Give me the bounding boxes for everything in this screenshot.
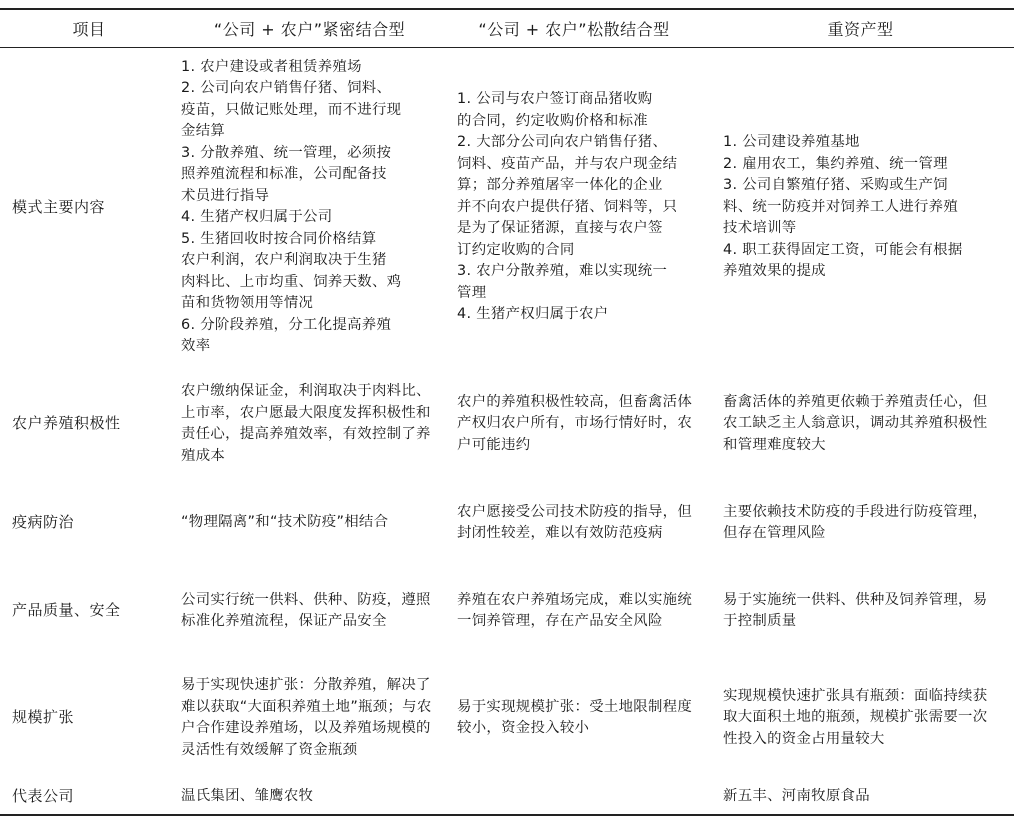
header-loose-model: “公司 + 农户”松散结合型 [441, 9, 707, 47]
cell-text: 养殖在农户养殖场完成，难以实施统一饲养管理，存在产品安全风险 [457, 591, 693, 629]
cell-line: 照养殖流程和标准，公司配备技 [181, 166, 387, 183]
cell-text: 易于实施统一供料、供种及饲养管理，易于控制质量 [723, 591, 988, 629]
cell-line: 2. 大部分公司向农户销售仔猪、 [457, 134, 668, 150]
row-label: 疫病防治 [12, 513, 75, 532]
cell-tight-model [178, 481, 441, 565]
cell-line: 3. 分散养殖、统一管理，必须按 [181, 144, 392, 161]
cell-line: 是为了保证猪源，直接与农户签 [457, 220, 663, 236]
cell-loose-model [441, 367, 707, 481]
cell-loose-model [441, 47, 707, 367]
cell-heavy-asset-model [707, 657, 1014, 779]
cell-loose-model [441, 565, 707, 657]
cell-text: 畜禽活体的养殖更依赖于养殖责任心，但农工缺乏主人翁意识，调动其养殖积极性和管理难度较大 [723, 393, 988, 453]
cell-text: 主要依赖技术防疫的手段进行防疫管理，但存在管理风险 [723, 503, 988, 541]
cell-line: 肉料比、上市均重、饲养天数、鸡 [181, 273, 402, 290]
cell-tight-model [178, 47, 441, 367]
table-row-model-content [0, 47, 1014, 367]
cell-line: 3. 公司自繁殖仔猪、采购或生产饲 [723, 177, 948, 193]
header-item: 项目 [0, 9, 178, 47]
table-row-farmer-motivation [0, 367, 1014, 481]
row-label: 产品质量、安全 [12, 601, 121, 620]
cell-text: 公司实行统一供料、供种、防疫，遵照标准化养殖流程，保证产品安全 [181, 591, 431, 629]
cell-heavy-asset-model [707, 565, 1014, 657]
row-label: 模式主要内容 [12, 197, 106, 216]
cell-line: 6. 分阶段养殖，分工化提高养殖 [181, 316, 392, 333]
cell-text: 实现规模快速扩张具有瓶颈：面临持续获取大面积土地的瓶颈，规模扩张需要一次性投入的资金占用量较大 [723, 687, 988, 747]
cell-line: 算；部分养殖屠宰一体化的企业 [457, 177, 663, 193]
cell-text: 易于实现规模扩张：受土地限制程度较小，资金投入较小 [457, 698, 693, 736]
cell-line: 1. 公司与农户签订商品猪收购 [457, 91, 653, 107]
cell-line: 5. 生猪回收时按合同价格结算 [181, 230, 377, 247]
table-row-disease-control [0, 481, 1014, 565]
cell-line: 养殖效果的提成 [723, 263, 826, 279]
cell-line: 农户利润，农户利润取决于生猪 [181, 252, 387, 269]
cell-line: 2. 公司向农户销售仔猪、饲料、 [181, 80, 392, 97]
cell-tight-model [178, 657, 441, 779]
header-tight-model: “公司 + 农户”紧密结合型 [178, 9, 441, 47]
cell-line: 1. 农户建设或者租赁养殖场 [181, 58, 362, 75]
cell-line: 的合同，约定收购价格和标准 [457, 112, 648, 129]
cell-line: 订约定收购的合同 [457, 241, 575, 258]
cell-heavy-asset-model [707, 47, 1014, 367]
cell-loose-model [441, 481, 707, 565]
comparison-table [0, 8, 1014, 816]
cell-text: 易于实现快速扩张：分散养殖，解决了难以获取“大面积养殖土地”瓶颈；与农户合作建设养殖场，以及养殖场规模的灵活性有效缓解了资金瓶颈 [181, 677, 432, 758]
cell-heavy-asset-model [707, 367, 1014, 481]
cell-line: 4. 生猪产权归属于公司 [181, 209, 333, 226]
table-row-product-quality [0, 565, 1014, 657]
cell-line: 技术培训等 [723, 220, 797, 236]
cell-line: 苗和货物领用等情况 [181, 295, 314, 312]
cell-line: 1. 公司建设养殖基地 [723, 134, 860, 150]
cell-line: 效率 [181, 338, 211, 355]
row-label: 农户养殖积极性 [12, 414, 121, 433]
cell-line: 4. 生猪产权归属于农户 [457, 306, 609, 322]
cell-text: 温氏集团、雏鹰农牧 [181, 787, 314, 804]
cell-text: “物理隔离”和“技术防疫”相结合 [181, 514, 389, 531]
cell-line: 并不向农户提供仔猪、饲料等，只 [457, 198, 678, 215]
row-label: 代表公司 [0, 779, 178, 815]
cell-line: 术员进行指导 [181, 187, 270, 204]
table-row-representative-companies [0, 779, 1014, 815]
cell-tight-model [178, 779, 441, 815]
cell-line: 2. 雇用农工，集约养殖、统一管理 [723, 155, 948, 172]
cell-text: 农户缴纳保证金，利润取决于肉料比、上市率，农户愿最大限度发挥积极性和责任心，提高养殖效率，有效控制了养殖成本 [181, 383, 431, 464]
cell-line: 管理 [457, 284, 487, 301]
cell-line: 3. 农户分散养殖，难以实现统一 [457, 263, 668, 279]
cell-text: 农户的养殖积极性较高，但畜禽活体产权归农户所有，市场行情好时，农户可能违约 [457, 393, 693, 453]
cell-loose-model [441, 779, 707, 815]
header-heavy-asset-model: 重资产型 [707, 9, 1014, 47]
cell-line: 疫苗，只做记账处理，而不进行现 [181, 101, 402, 118]
cell-line: 金结算 [181, 123, 226, 140]
cell-tight-model [178, 367, 441, 481]
cell-heavy-asset-model [707, 481, 1014, 565]
cell-line: 饲料、疫苗产品，并与农户现金结 [457, 155, 678, 172]
cell-line: 料、统一防疫并对饲养工人进行养殖 [723, 198, 959, 215]
table-header-row [0, 9, 1014, 47]
cell-line: 4. 职工获得固定工资，可能会有根据 [723, 241, 963, 258]
cell-text: 新五丰、河南牧原食品 [723, 787, 870, 804]
cell-tight-model [178, 565, 441, 657]
cell-heavy-asset-model [707, 779, 1014, 815]
cell-text: 农户愿接受公司技术防疫的指导，但封闭性较差，难以有效防范疫病 [457, 503, 693, 541]
row-label: 规模扩张 [12, 708, 75, 727]
cell-loose-model [441, 657, 707, 779]
table-row-scale-expansion [0, 657, 1014, 779]
